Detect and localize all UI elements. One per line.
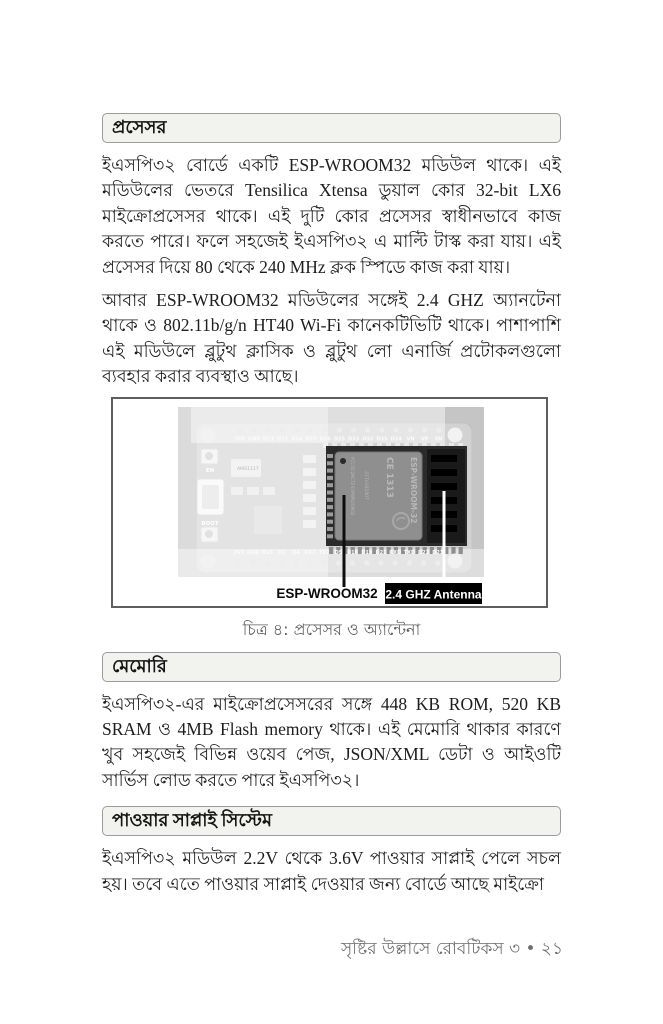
svg-text:D34: D34: [390, 436, 402, 443]
paragraph-processor-1: ইএসপি৩২ বোর্ডে একটি ESP-WROOM32 মডিউল থাকে। এই মডিউলের ভেতরে Tensilica Xtensa ডুয়াল কোর 32-bit LX6 মাইক্রোপ্রসেসর থাকে। এই দুটি কোর প্রসেসর স্বাধীনভাবে কাজ করতে পারে। ফলে সহজেই ইএসপি৩২ এ মাল্টি টাস্ক করা যায়। এই প্রসেসর দিয়ে 80 থেকে 240 MHz ক্লক স্পিডে কাজ করা যায়।: [102, 155, 561, 277]
svg-text:D19: D19: [361, 549, 373, 556]
svg-text:TX2: TX2: [318, 549, 330, 556]
svg-text:3V3: 3V3: [233, 549, 245, 556]
svg-text:TXD: TXD: [403, 549, 416, 556]
svg-text:D15: D15: [261, 549, 273, 556]
paragraph-memory: ইএসপি৩২-এর মাইক্রোপ্রসেসরের সঙ্গে 448 KB ROM, 520 KB SRAM ও 4MB Flash memory থাকে। এই মেমোরি থাকার কারণে খুব সহজেই বিভিন্ন ওয়েব পেজ, JSON/XML ডেটা ও আইওটি সার্ভিস লোড করতে পারে ইএসপি৩২।: [102, 693, 561, 790]
svg-text:RXD: RXD: [389, 549, 402, 556]
svg-text:D2: D2: [277, 549, 286, 556]
en-button-label: EN: [205, 467, 215, 474]
figure-caption: চিত্র ৪: প্রসেসর ও অ্যান্টেনা: [242, 619, 421, 639]
svg-text:D25: D25: [333, 436, 345, 443]
svg-text:D13: D13: [262, 436, 274, 443]
paragraph-power: ইএসপি৩২ মডিউল 2.2V থেকে 3.6V পাওয়ার সাপ্লাই পেলে সচল হয়। তবে এতে পাওয়ার সাপ্লাই দেওয়ার জন্য বোর্ডে আছে মাইক্রো: [102, 848, 561, 894]
ce-marking: CE 1313: [384, 456, 394, 498]
antenna-label: 2.4 GHZ Antenna: [385, 587, 482, 602]
paragraph-processor-2: আবার ESP-WROOM32 মডিউলের সঙ্গেই 2.4 GHZ অ্যানটেনা থাকে ও 802.11b/g/n HT40 Wi-Fi কানেকটিভিটি থাকে। পাশাপাশি এই মডিউলে ব্লুটুথ ক্লাসিক ও ব্লুটুথ লো এনার্জি প্রটোকলগুলো ব্যবহার করার ব্যবস্থাও আছে।: [102, 290, 561, 387]
figure-esp32-board: [111, 397, 548, 608]
antenna-region: [427, 449, 465, 543]
svg-text:GND: GND: [247, 436, 261, 443]
svg-text:D26: D26: [319, 436, 331, 443]
regulator-marking: AMS1117: [237, 466, 259, 472]
svg-text:D23: D23: [432, 549, 444, 556]
svg-text:VN: VN: [406, 436, 415, 443]
section-heading-processor: প্রসেসর: [102, 113, 561, 143]
page-footer: সৃষ্টির উল্লাসে রোবটিকস ৩ • ২১: [340, 939, 563, 959]
svg-text:VIN: VIN: [235, 436, 245, 443]
svg-text:D32: D32: [362, 436, 374, 443]
svg-text:VP: VP: [420, 436, 429, 443]
svg-text:D18: D18: [347, 549, 359, 556]
svg-text:D33: D33: [348, 436, 360, 443]
module-marking: ESP-WROOM-32: [409, 456, 418, 524]
pin1-dot: [340, 458, 346, 464]
serial-marking: 21Tx161007: [363, 470, 368, 500]
svg-text:D4: D4: [291, 549, 300, 556]
svg-text:D27: D27: [305, 436, 317, 443]
svg-text:D12: D12: [277, 436, 289, 443]
boot-button-label: BOOT: [201, 520, 219, 527]
svg-text:RX2: RX2: [304, 549, 316, 556]
fcc-marking: FCC ID:2AC7Z-ESPWROOM32: [350, 456, 355, 516]
svg-text:EN: EN: [434, 436, 443, 443]
svg-text:D5: D5: [334, 549, 343, 556]
esp32-board-illustration: [113, 399, 546, 606]
svg-text:D14: D14: [291, 436, 303, 443]
svg-text:D35: D35: [376, 436, 388, 443]
svg-text:D22: D22: [418, 549, 430, 556]
module-label: ESP-WROOM32: [276, 585, 378, 601]
section-heading-power: পাওয়ার সাপ্লাই সিস্টেম: [102, 806, 561, 836]
svg-text:D21: D21: [375, 549, 387, 556]
metal-shield: [335, 452, 422, 540]
svg-text:GND: GND: [246, 549, 260, 556]
section-heading-memory: মেমোরি: [102, 652, 561, 682]
page-content: [102, 113, 561, 905]
